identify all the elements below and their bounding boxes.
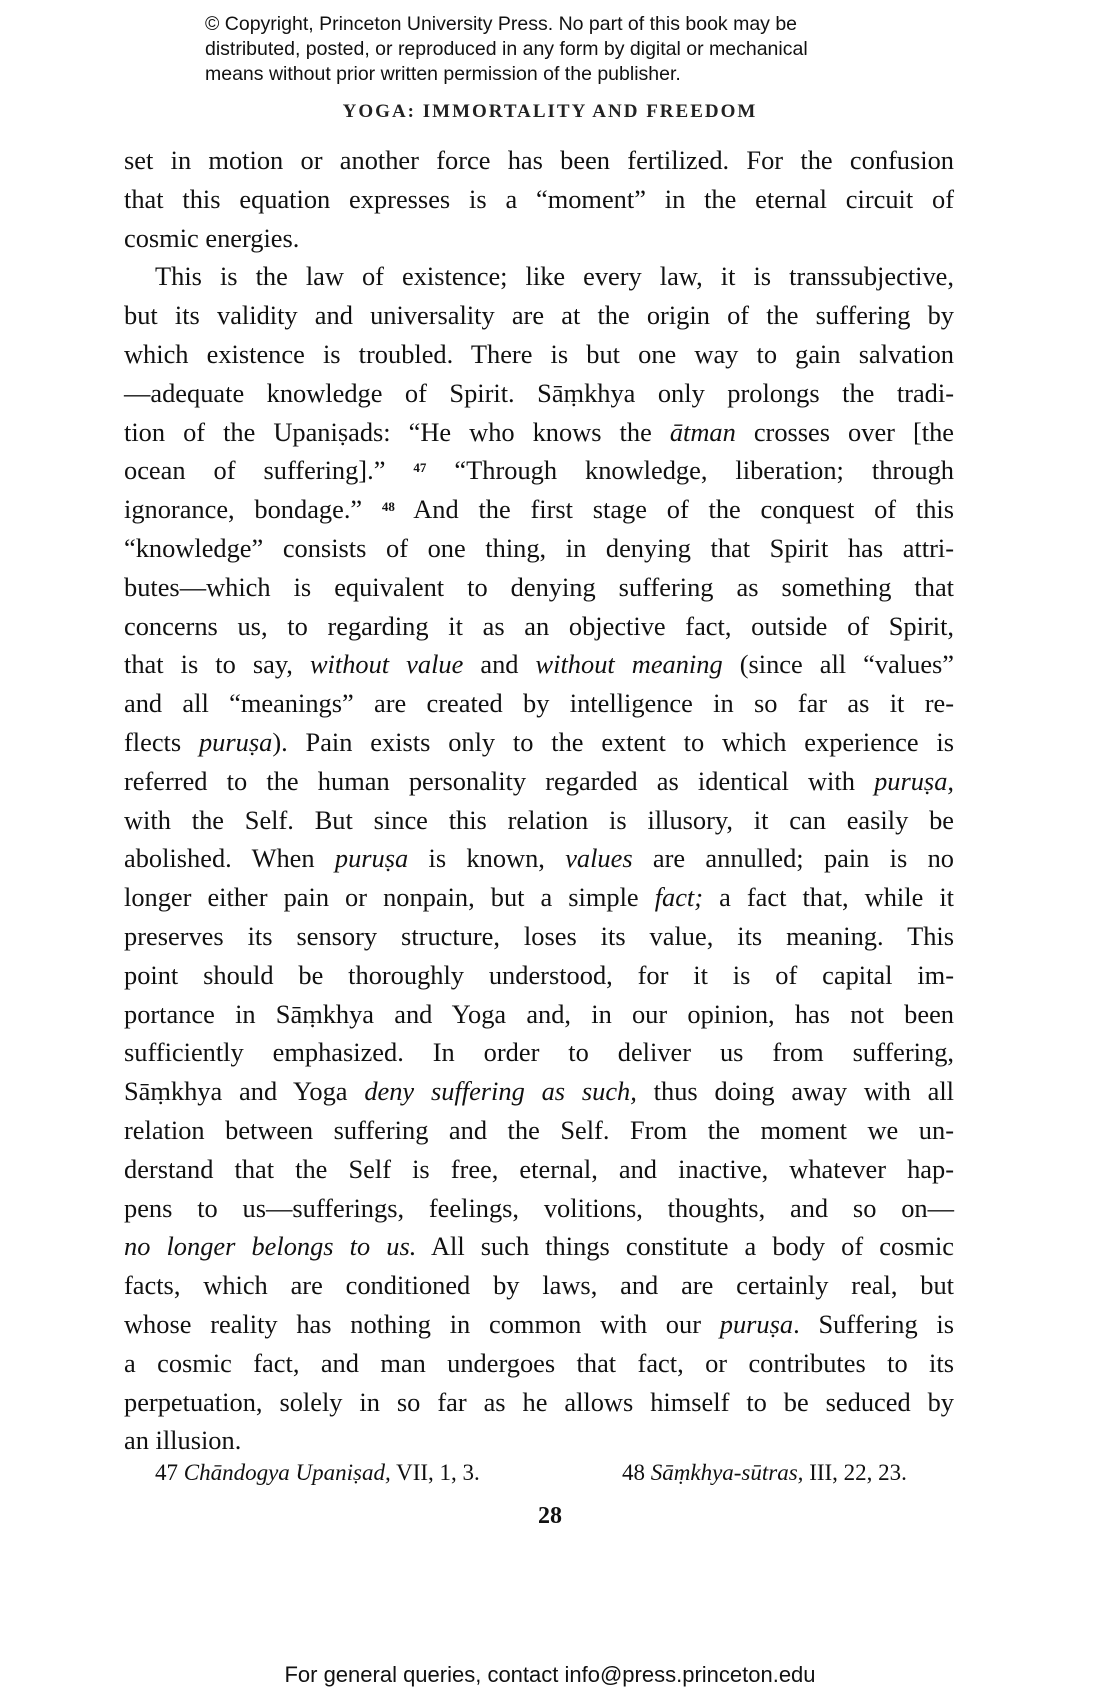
text-line: derstand that the Self is free, eternal, and inactive, whatever hap- <box>124 1153 954 1184</box>
text-run: abolished. When <box>124 843 335 874</box>
text-line <box>124 413 954 452</box>
text-line <box>124 1072 954 1111</box>
text-line: relation between suffering and the Self. From the moment we un- <box>124 1114 954 1145</box>
copyright-notice <box>205 12 925 87</box>
text-run: And the first stage of the conquest of this <box>394 494 954 525</box>
footnote-48 <box>622 1460 907 1486</box>
running-head: YOGA: IMMORTALITY AND FREEDOM <box>342 101 758 122</box>
footnote-47 <box>155 1460 480 1486</box>
paragraph-start-line: This is the law of existence; like every law, it is transsubjective, <box>155 261 954 292</box>
text-line <box>124 1305 954 1344</box>
text-line: perpetuation, solely in so far as he allows himself to be seduced by <box>124 1386 954 1417</box>
italic-term: no longer belongs to us. <box>124 1231 417 1262</box>
italic-term: deny suffering as such, <box>364 1076 637 1107</box>
footnote-title: Chāndogya Upaniṣad, <box>183 1460 391 1485</box>
text-run: and <box>463 649 536 680</box>
text-line: preserves its sensory structure, loses its value, its meaning. This <box>124 920 954 951</box>
italic-term: ātman <box>669 416 736 447</box>
contact-footer: For general queries, contact info@press.princeton.edu <box>284 1662 816 1687</box>
italic-term: puruṣa <box>719 1308 794 1339</box>
footnote-ref-47[interactable]: 47 <box>413 460 427 476</box>
text-run: ). Pain exists only to the extent to which experience is <box>272 726 955 757</box>
footnote-title: Sāṃkhya-sūtras, <box>650 1460 804 1485</box>
text-line <box>124 839 954 878</box>
text-line: sufficiently emphasized. In order to deliver us from suffering, <box>124 1037 954 1068</box>
text-line: that this equation expresses is a “moment” in the eternal circuit of <box>124 183 954 214</box>
footnote-reference: III, 22, 23. <box>803 1460 907 1485</box>
text-run: that is to say, <box>124 649 310 680</box>
text-run: All such things constitute a body of cosmic <box>416 1231 954 1262</box>
footnote-number: 47 <box>155 1460 184 1485</box>
text-run: whose reality has nothing in common with our <box>124 1308 720 1339</box>
copyright-line-2: distributed, posted, or reproduced in any form by digital or mechanical <box>205 38 808 60</box>
italic-term: without value <box>309 649 464 680</box>
text-line: —adequate knowledge of Spirit. Sāṃkhya only prolongs the tradi- <box>124 377 954 408</box>
text-line: a cosmic fact, and man undergoes that fact, or contributes to its <box>124 1347 954 1378</box>
text-line: “knowledge” consists of one thing, in denying that Spirit has attri- <box>124 532 954 563</box>
body-text <box>124 141 954 1460</box>
text-run: are annulled; pain is no <box>632 843 954 874</box>
text-run: thus doing away with all <box>636 1076 955 1107</box>
text-line: butes—which is equivalent to denying suffering as something that <box>124 571 954 602</box>
text-line: portance in Sāṃkhya and Yoga and, in our opinion, has not been <box>124 998 954 1029</box>
text-run: crosses over [the <box>735 416 954 447</box>
text-line <box>124 451 954 490</box>
italic-term: puruṣa <box>198 726 273 757</box>
text-line <box>124 1227 954 1266</box>
text-run: Sāṃkhya and Yoga <box>124 1076 365 1107</box>
text-line: facts, which are conditioned by laws, and are certainly real, but <box>124 1270 954 1301</box>
italic-term: fact; <box>654 882 704 913</box>
footnote-number: 48 <box>622 1460 651 1485</box>
text-run: tion of the Upaniṣads: “He who knows the <box>124 416 670 447</box>
text-run: ignorance, bondage.” <box>124 494 382 525</box>
italic-term: puruṣa <box>334 843 409 874</box>
text-line <box>124 723 954 762</box>
text-line <box>124 490 954 529</box>
text-run: referred to the human personality regarded as identical with <box>124 765 875 796</box>
text-run: a fact that, while it <box>703 882 955 913</box>
text-line: concerns us, to regarding it as an objective fact, outside of Spirit, <box>124 610 954 641</box>
text-run: ocean of suffering].” <box>124 455 414 486</box>
text-line: set in motion or another force has been fertilized. For the confusion <box>124 145 954 175</box>
text-line <box>124 878 954 917</box>
footnote-ref-48[interactable]: 48 <box>381 499 395 515</box>
text-run: . Suffering is <box>793 1308 955 1339</box>
italic-term: puruṣa, <box>874 765 954 796</box>
text-line: and all “meanings” are created by intelligence in so far as it re- <box>124 688 954 719</box>
copyright-line-1: © Copyright, Princeton University Press. No part of this book may be <box>205 13 798 35</box>
italic-term: without meaning <box>535 649 723 680</box>
footnote-reference: VII, 1, 3. <box>390 1460 480 1485</box>
text-line <box>124 645 954 684</box>
text-line: which existence is troubled. There is but one way to gain salvation <box>124 338 954 369</box>
text-line <box>124 762 954 801</box>
text-line: point should be thoroughly understood, for it is of capital im- <box>124 959 954 990</box>
text-line: cosmic energies. <box>124 222 300 253</box>
text-run: (since all “values” <box>722 649 955 680</box>
text-line: but its validity and universality are at the origin of the suffering by <box>124 300 954 331</box>
text-run: is known, <box>408 843 566 874</box>
text-line: an illusion. <box>124 1425 242 1456</box>
copyright-line-3: means without prior written permission of the publisher. <box>205 63 681 85</box>
text-line: pens to us—sufferings, feelings, volitions, thoughts, and so on— <box>124 1192 954 1223</box>
page-number: 28 <box>538 1503 562 1529</box>
text-run: “Through knowledge, liberation; through <box>426 455 954 486</box>
text-line: with the Self. But since this relation is illusory, it can easily be <box>124 804 954 835</box>
text-run: flects <box>124 726 199 757</box>
italic-term: values <box>565 843 633 874</box>
text-run: longer either pain or nonpain, but a simple <box>124 882 655 913</box>
